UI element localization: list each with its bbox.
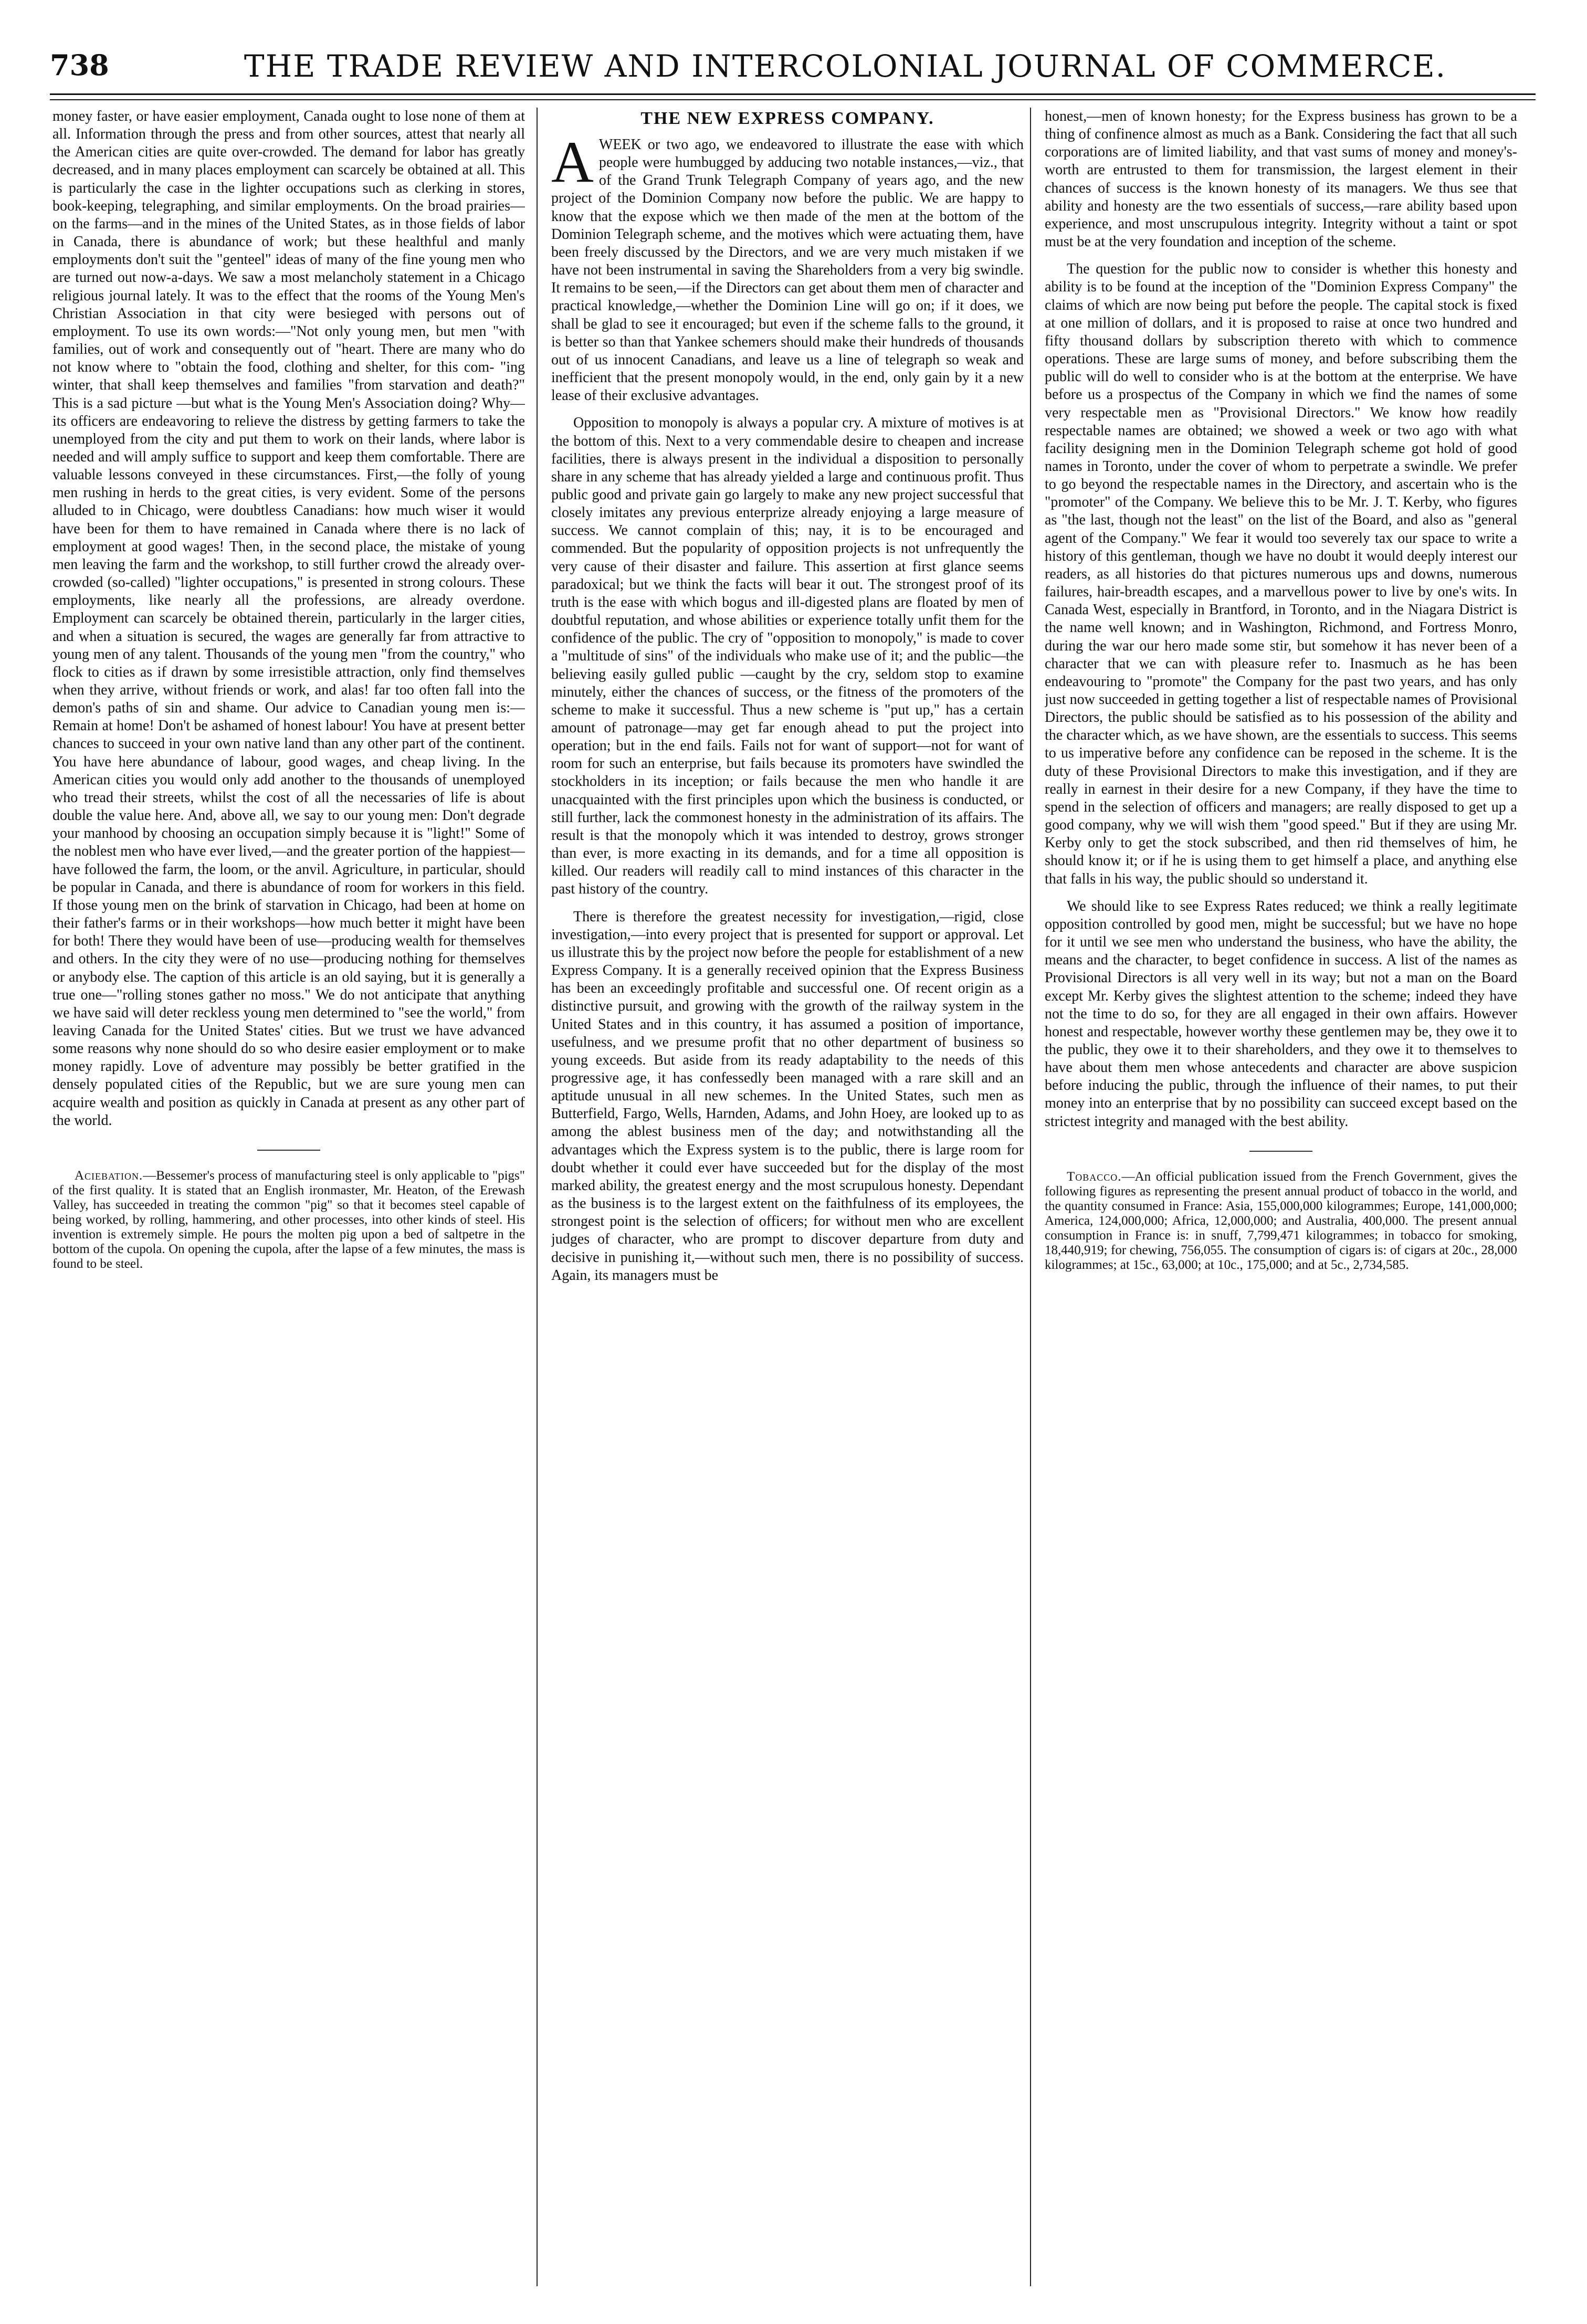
page-number: 738	[50, 48, 109, 82]
column-middle	[551, 108, 1024, 2276]
section-separator	[1249, 1151, 1312, 1152]
note-lead: Tobacco.	[1067, 1169, 1122, 1184]
article-paragraph: money faster, or have easier employment, Canada ought to lose none of them at all. Information through the press and from other sources, attest that nearly all the American cities are quite over-crowded. The demand for labor has greatly decreased, and in many places employment can scarcely be obtained at all. This is particularly the case in the lighter occupations such as clerking in stores, book-keeping, telegraphing, and similar employments. On the broad prairies—on the farms—and in the mines of the United States, as in those fields of labor in Canada, there is abundance of work; but these healthful and manly employments don't suit the "genteel" ideas of many of the fine young men who are turned out now-a-days. We saw a most melancholy statement in a Chicago religious journal lately. It was to the effect that the rooms of the Young Men's Christian Association in that city were besieged with persons out of employment. To use its own words:—"Not only young men, but men "with families, out of work and consequently out of "heart. There are many who do not know where to "obtain the food, clothing and shelter, for this com- "ing winter, that shall keep themselves and families "from starvation and death?" This is a sad picture —but what is the Young Men's Association doing? Why—its officers are endeavoring to relieve the distress by getting farmers to take the unemployed from the city and put them to work on their lands, where labor is needed and will amply suffice to support and keep them comfortable. There are valuable lessons conveyed in these circumstances. First,—the folly of young men rushing in herds to the great cities, is very evident. Some of the persons alluded to in Chicago, were doubtless Canadians: how much wiser it would have been for them to have remained in Canada where there is no lack of employment at good wages! Then, in the second place, the mistake of young men leaving the farm and the workshop, to still further crowd the already over-crowded (so-called) "lighter occupations," is presented in strong colours. These employments, like nearly all the professions, are already overdone. Employment can scarcely be obtained therein, particularly in the larger cities, and when a situation is secured, the wages are generally far from attractive to young men of any talent. Thousands of the young men "from the country," who flock to cities as if drawn by some irresistible attraction, only find themselves when they arrive, without friends or work, and alas! far too often fall into the demon's paths of sin and shame. Our advice to Canadian young men is:—Remain at home! Don't be ashamed of honest labour! You have at present better chances to succeed in your own native land than any other part of the continent. You have here abundance of labour, good wages, and cheap living. In the American cities you would only add another to the thousands of unemployed who tread their streets, whilst the cost of all the necessaries of life is about double the value here. And, above all, we say to our young men: Don't degrade your manhood by choosing an occupation simply because it is "light!" Some of the noblest men who have ever lived,—and the greater portion of the happiest—have followed the farm, the loom, or the anvil. Agriculture, in particular, should be popular in Canada, and there is abundance of room for workers in this field. If those young men on the brink of starvation in Chicago, had been at home on their father's farms or in their workshops—how much better it might have been for both! There they would have been of use—producing wealth for themselves and others. In the city they were of no use—producing nothing for themselves or anybody else. The caption of this article is an old saying, but it is generally a true one—"rolling stones gather no moss." We do not anticipate that anything we have said will deter reckless young men determined to "see the world," from leaving Canada for the United States' cities. But we trust we have advanced some reasons why none should do so who desire easier employment or to make money rapidly. Love of adventure may possibly be better gratified in the densely populated cities of the Republic, but we are sure young men can acquire wealth and position as quickly in Canada at present as any other part of the world.	[52, 108, 525, 1129]
header-rule	[50, 93, 1536, 100]
note-body: —Bessemer's process of manufacturing steel is only applicable to "pigs" of the first quality. It is stated that an English ironmaster, Mr. Heaton, of the Erewash Valley, has succeeded in treating the common "pig" so that it becomes steel capable of being worked, by rolling, hammering, and other processes, into other kinds of steel. His invention is extremely simple. He pours the molten pig upon a bed of saltpetre in the bottom of the cupola. On opening the cupola, after the lapse of a few minutes, the mass is found to be steel.	[52, 1168, 525, 1271]
first-paragraph-text: WEEK or two ago, we endeavored to illustrate the ease with which people were humbugged by adducing two notable instances,—viz., that of the Grand Trunk Telegraph Company of years ago, and the new project of the Dominion Company now before the public. We are happy to know that the expose which we then made of the men at the bottom of the Dominion Telegraph scheme, and the motives which were actuating them, have been freely discussed by the Directors, and we are very much mistaken if we have not been instrumental in saving the Shareholders from a very big swindle. It remains to be seen,—if the Directors can get about them men of character and practical knowledge,—whether the Dominion Line will go on; if it does, we shall be glad to see it encouraged; but even if the scheme falls to the ground, it is better so than that Yankee schemers should make their hundreds of thousands out of us innocent Canadians, and leave us a line of telegraph so weak and inefficient that the present monopoly would, in the end, only gain by it a new lease of their exclusive advantages.	[551, 136, 1024, 404]
column-right	[1045, 108, 1517, 2276]
aciebation-note	[52, 1169, 525, 1271]
article-paragraph: We should like to see Express Rates reduced; we think a really legitimate opposition controlled by good men, might be successful; but we have no hope for it until we see men who understand the business, who have the ability, the means and the character, to beget confidence in success. A list of the names as Provisional Directors is all very well in its way; but not a man on the Board except Mr. Kerby gives the slightest attention to the scheme; indeed they have not the time to do so, for they are all engaged in their own affairs. However honest and respectable, however worthy these gentlemen may be, they owe it to the public, they owe it to their shareholders, and they owe it to themselves to have about them men whose antecedents and character are above suspicion before inducing the public, through the influence of their names, to put their money into an enterprise that by no possibility can succeed except based on the strictest integrity and managed with the best ability.	[1045, 898, 1517, 1130]
article-paragraph: The question for the public now to consider is whether this honesty and ability is to be found at the inception of the "Dominion Express Company" the claims of which are now being put before the people. The capital stock is fixed at one million of dollars, and it is proposed to raise at once two hundred and fifty thousand dollars by subscription thereto with which to commence operations. These are large sums of money, and before subscribing them the public will do well to consider who is at the bottom at the enterprise. We have before us a prospectus of the Company in which we find the names of some very respectable men as "Provisional Directors." We know how readily respectable names are obtained; we showed a week or two ago with what facility designing men in the Dominion Telegraph scheme got hold of good names in Toronto, under the cover of whom to perpetrate a swindle. We prefer to go beyond the respectable names in the Directory, and ascertain who is the "promoter" of the Company. We believe this to be Mr. J. T. Kerby, who figures as "the last, though not the least" on the list of the Board, and also as "general agent of the Company." We fear it would too severely tax our space to write a history of this gentleman, though we have no doubt it would deeply interest our readers, as all histories do that pictures numerous ups and downs, numerous failures, hair-breadth escapes, and a marvellous power to live by one's wits. In Canada West, especially in Brantford, in Toronto, and in the Niagara District is the name well known; and in Washington, Richmond, and Fortress Monro, during the war our hero made some stir, but somehow it has never been of a character that we can with pleasure refer to. Inasmuch as he has been endeavouring to "promote" the Company for the past two years, and has only just now succeeded in getting together a list of respectable names of Provisional Directors, the public should be satisfied as to his possession of the ability and the character which, as we have shown, are the essentials to success. This seems to us imperative before any confidence can be reposed in the scheme. It is the duty of these Provisional Directors to make this investigation, and if they are really in earnest in their desire for a new Company, if they have the time to spend in the selection of officers and managers; are really disposed to get up a good company, why we will wish them "good speed." But if they are using Mr. Kerby only to get the stock subscribed, and then rid themselves of him, he should know it; or if he is using them to get himself a place, and anything else that falls in his way, the public should so understand it.	[1045, 261, 1517, 887]
article-title: THE NEW EXPRESS COMPANY.	[640, 109, 934, 128]
masthead	[0, 0, 1587, 105]
section-separator	[257, 1150, 320, 1151]
article-paragraph	[551, 130, 1024, 405]
column-left	[52, 108, 525, 2276]
article-paragraph: There is therefore the greatest necessity for investigation,—rigid, close investigation,—into every project that is presented for support or approval. Let us illustrate this by the project now before the people for establishment of a new Express Company. It is a generally received opinion that the Express Business has been an exceedingly profitable and successful one. Of recent origin as a distinctive pursuit, and growing with the growth of the railway system in the United States and in this country, it has assumed a position of importance, usefulness, and we presume profit that no other department of business so young exceeds. But aside from its ready adaptability to the needs of this progressive age, it has confessedly been managed with a rare skill and an aptitude unusual in all new schemes. In the United States, such men as Butterfield, Fargo, Wells, Harnden, Adams, and John Hoey, are looked up to as among the ablest business men of the day; and notwithstanding all the advantages which the Express system is to the public, there is large room for doubt whether it could ever have succeeded but for the display of the most marked ability, the greatest energy and the most scrupulous honesty. Dependant as the business is to the largest extent on the faithfulness of its employees, the strongest point is the selection of officers; for without men who are excellent judges of character, who are prompt to discover departure from duty and decisive in punishing it,—without such men, there is no possibility of success. Again, its managers must be	[551, 908, 1024, 1284]
column-divider	[1030, 108, 1031, 2286]
note-body: —An official publication issued from the French Government, gives the following figures as representing the present annual product of tobacco in the world, and the quantity consumed in France: Asia, 155,000,000 kilogrammes; Europe, 141,000,000; America, 124,000,000; Africa, 12,000,000; and Australia, 400,000. The present annual consumption in France is: in snuff, 7,799,471 kilogrammes; in tobacco for smoking, 18,440,919; for chewing, 756,055. The consumption of cigars is: of cigars at 20c., 28,000 kilogrammes; at 15c., 63,000; at 10c., 175,000; and at 5c., 2,734,585.	[1045, 1169, 1517, 1272]
drop-cap: A	[551, 130, 594, 195]
column-divider	[537, 108, 538, 2286]
article-paragraph: honest,—men of known honesty; for the Express business has grown to be a thing of confinence almost as much as a Bank. Considering the fact that all such corporations are of limited liability, and that vast sums of money and money's-worth are entrusted to them for transmission, the largest element in their chances of success is the known honesty of its managers. We thus see that ability and honesty are the two essentials of success,—rare ability based upon experience, and most unscrupulous integrity. Integrity without a taint or spot must be at the very foundation and inception of the scheme.	[1045, 108, 1517, 250]
journal-title: THE TRADE REVIEW AND INTERCOLONIAL JOURNAL OF COMMERCE.	[244, 48, 1447, 84]
tobacco-note	[1045, 1170, 1517, 1273]
note-lead: Aciebation.	[75, 1168, 143, 1183]
article-paragraph: Opposition to monopoly is always a popular cry. A mixture of motives is at the bottom of this. Next to a very commendable desire to cheapen and increase facilities, there is always present in the individual a disposition to personally share in any scheme that has already yielded a large and continuous profit. Thus public good and private gain go largely to make any new project successful that closely imitates any previous enterprize already enjoying a large measure of success. We cannot complain of this; nay, it is to be encouraged and commended. But the popularity of opposition projects is not unfrequently the very cause of their disaster and failure. This assertion at first glance seems paradoxical; but we think the facts will bear it out. The strongest proof of its truth is the ease with which bogus and ill-digested plans are floated by men of doubtful reputation, and whose abilities or experience totally unfit them for the confidence of the public. The cry of "opposition to monopoly," is made to cover a "multitude of sins" of the individuals who make use of it; and the public—the believing easily gulled public —caught by the cry, seldom stop to examine minutely, either the chances of success, or the fitness of the promoters of the scheme to make it successful. Thus a new scheme is "put up," has a certain amount of patronage—may get far enough ahead to put the project into operation; but in the end fails. Fails not for want of support—not for want of room for such an enterprise, but fails because its promoters have swindled the stockholders in its inception; or fails because the men who handle it are unacquainted with the first principles upon which the business is conducted, or still further, lack the commonest honesty in the administration of its affairs. The result is that the monopoly which it was intended to destroy, grows stronger than ever, is more exacting in its demands, and for a time all opposition is killed. Our readers will readily call to mind instances of this character in the past history of the country.	[551, 415, 1024, 898]
